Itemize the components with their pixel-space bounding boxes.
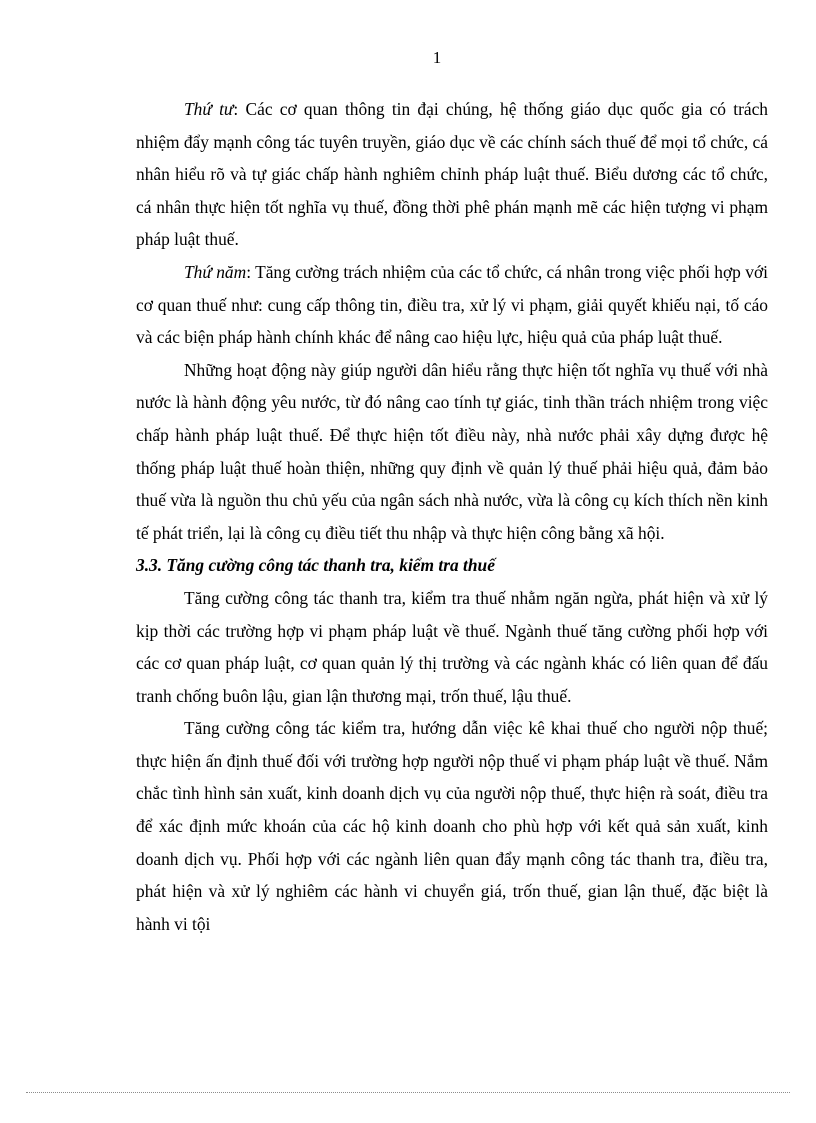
section-heading: 3.3. Tăng cường công tác thanh tra, kiểm tra thuế	[136, 555, 495, 576]
paragraph-thanh-tra: Tăng cường công tác thanh tra, kiểm tra thuế nhằm ngăn ngừa, phát hiện và xử lý kịp thời các trường hợp vi phạm pháp luật về thuế. Ngành thuế tăng cường phối hợp với các cơ quan pháp luật, cơ quan quản lý thị trường và các ngành khác có liên quan để đấu tranh chống buôn lậu, gian lận thương mại, trốn thuế, lậu thuế.	[136, 587, 768, 706]
paragraph-nhung-hoat-dong: Những hoạt động này giúp người dân hiểu rằng thực hiện tốt nghĩa vụ thuế với nhà nước là hành động yêu nước, từ đó nâng cao tính tự giác, tinh thần trách nhiệm trong việc chấp hành pháp luật thuế. Để thực hiện tốt điều này, nhà nước phải xây dựng được hệ thống pháp luật thuế hoàn thiện, những quy định về quản lý thuế phải hiệu quả, đảm bảo thuế vừa là nguồn thu chủ yếu của ngân sách nhà nước, vừa là công cụ kích thích nền kinh tế phát triển, lại là công cụ điều tiết thu nhập và thực hiện công bằng xã hội.	[136, 359, 768, 543]
page-number: 1	[432, 48, 442, 67]
paragraph-thu-nam	[136, 256, 768, 354]
paragraph-lead: Thứ năm	[184, 261, 247, 282]
paragraph-kiem-tra: Tăng cường công tác kiểm tra, hướng dẫn việc kê khai thuế cho người nộp thuế; thực hiện ấn định thuế đối với trường hợp người nộp thuế vi phạm pháp luật về thuế. Nắm chắc tình hình sản xuất, kinh doanh dịch vụ của người nộp thuế, thực hiện rà soát, điều tra để xác định mức khoán của các hộ kinh doanh cho phù hợp với kết quả sản xuất, kinh doanh dịch vụ. Phối hợp với các ngành liên quan đẩy mạnh công tác thanh tra, điều tra, phát hiện và xử lý nghiêm các hành vi chuyển giá, trốn thuế, gian lận thuế, đặc biệt là hành vi tội	[136, 718, 768, 934]
paragraph-text: : Tăng cường trách nhiệm của các tổ chức, cá nhân trong việc phối hợp với cơ quan thuế như: cung cấp thông tin, điều tra, xử lý vi phạm, giải quyết khiếu nại, tố cáo và các biện pháp hành chính khác để nâng cao hiệu lực, hiệu quả của pháp luật thuế.	[136, 261, 768, 348]
page-bottom-divider	[26, 1092, 790, 1093]
document-body	[136, 93, 768, 940]
paragraph-thu-tu	[136, 93, 768, 256]
paragraph-lead: Thứ tư	[184, 99, 234, 119]
paragraph-text: : Các cơ quan thông tin đại chúng, hệ thống giáo dục quốc gia có trách nhiệm đẩy mạnh công tác tuyên truyền, giáo dục về các chính sách thuế để mọi tổ chức, cá nhân hiểu rõ và tự giác chấp hành nghiêm chỉnh pháp luật thuế. Biểu dương các tổ chức, cá nhân thực hiện tốt nghĩa vụ thuế, đồng thời phê phán mạnh mẽ các hiện tượng vi phạm pháp luật thuế.	[136, 99, 768, 250]
